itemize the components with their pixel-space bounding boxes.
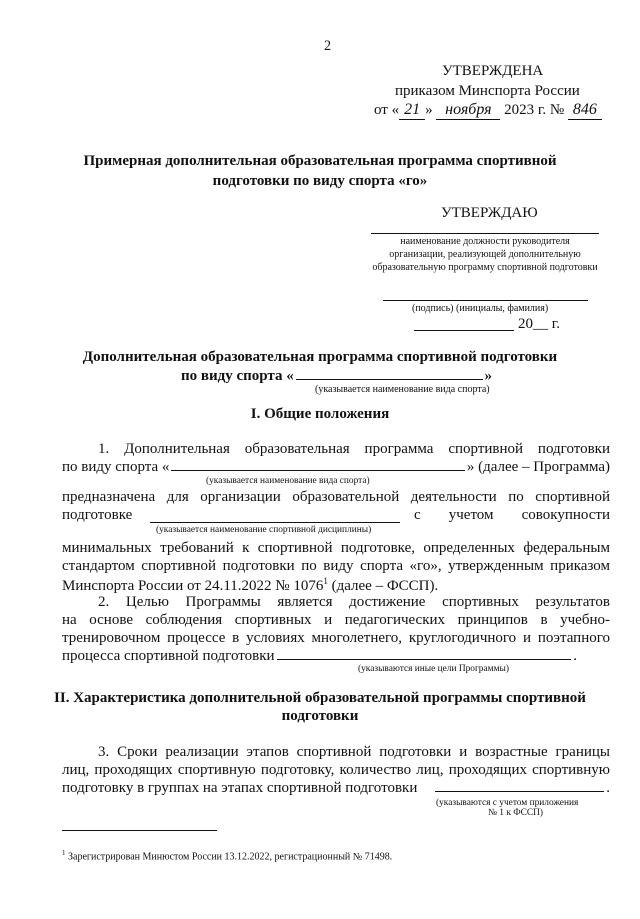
p1-hint2: (указывается наименование спортивной дисциплины) bbox=[156, 525, 372, 535]
approve-label: УТВЕРЖДАЮ bbox=[441, 205, 538, 221]
p2-line4-suffix: . bbox=[573, 648, 577, 664]
p1-sport-blank[interactable] bbox=[171, 470, 464, 471]
p1-line7 bbox=[62, 576, 438, 595]
section2-heading-line1: II. Характеристика дополнительной образовательной программы спортивной bbox=[54, 690, 586, 706]
p1-line7-text: Минспорта России от 24.11.2022 № 1076 bbox=[62, 578, 324, 594]
approve-year: 20__ г. bbox=[518, 316, 560, 332]
approval-title: УТВЕРЖДЕНА bbox=[442, 63, 544, 79]
footnote-marker: 1 bbox=[62, 849, 66, 857]
p3-line1: 3. Сроки реализации этапов спортивной подготовки и возрастные границы bbox=[98, 744, 610, 760]
approve-date-line bbox=[414, 330, 514, 331]
p2-goals-blank[interactable] bbox=[277, 659, 572, 660]
footnote-ref: 1 bbox=[323, 576, 328, 586]
signature-hint: (подпись) (инициалы, фамилия) bbox=[412, 303, 549, 314]
p3-line2: лиц, проходящих спортивную подготовку, количество лиц, проходящих спортивную bbox=[62, 762, 610, 778]
position-hint-2: организации, реализующей дополнительную bbox=[389, 249, 581, 260]
doc-title-line1: Примерная дополнительная образовательная программа спортивной bbox=[83, 153, 557, 169]
program-title-suffix: » bbox=[484, 368, 492, 384]
program-title-hint: (указывается наименование вида спорта) bbox=[315, 384, 490, 395]
year-text: 2023 г. № bbox=[504, 102, 565, 118]
p1-line7-tail: (далее – ФССП). bbox=[327, 578, 439, 594]
handwritten-day: 21 bbox=[399, 101, 425, 120]
p3-line3 bbox=[62, 780, 610, 797]
p2-line3: тренировочном процессе в условиях многолетнего, круглогодичного и поэтапного bbox=[62, 630, 610, 646]
p2-line2: на основе соблюдения спортивных и педагогических принципов в учебно- bbox=[62, 612, 610, 628]
footnote bbox=[62, 849, 392, 862]
p3-hint2: № 1 к ФССП) bbox=[488, 808, 544, 818]
position-hint-3: образовательную программу спортивной подготовки bbox=[372, 262, 598, 273]
p1-discipline-blank[interactable] bbox=[150, 522, 400, 523]
footnote-separator bbox=[62, 830, 217, 831]
date-prefix: от « bbox=[374, 102, 400, 118]
handwritten-number: 846 bbox=[568, 101, 602, 120]
p1-line6: стандартом спортивной подготовки по виду спорта «го», утвержденным приказом bbox=[62, 558, 610, 574]
p2-line4-prefix: процесса спортивной подготовки bbox=[62, 648, 275, 664]
footnote-text: Зарегистрирован Минюстом России 13.12.2022, регистрационный № 71498. bbox=[68, 851, 393, 863]
program-title-line2 bbox=[181, 368, 492, 385]
p1-line4-prefix: подготовке bbox=[62, 507, 133, 523]
p3-groups-blank[interactable] bbox=[435, 791, 604, 792]
p1-hint1: (указывается наименование вида спорта) bbox=[206, 476, 370, 486]
sport-name-blank[interactable] bbox=[296, 379, 483, 380]
p1-line5: минимальных требований к спортивной подготовке, определенных федеральным bbox=[62, 540, 610, 556]
p2-line4 bbox=[62, 648, 577, 665]
approval-order-line: приказом Минспорта России bbox=[395, 83, 580, 99]
p1-line3: предназначена для организации образовательной деятельности по спортивной bbox=[62, 489, 610, 505]
approval-date-line bbox=[374, 101, 602, 120]
position-line bbox=[371, 233, 599, 234]
doc-title-line2: подготовки по виду спорта «го» bbox=[212, 173, 428, 189]
p1-line4-suffix: с учетом совокупности bbox=[414, 507, 610, 523]
p2-line1: 2. Целью Программы является достижение спортивных результатов bbox=[98, 594, 610, 610]
p3-line3-suffix: . bbox=[606, 780, 610, 796]
p1-line2-prefix: по виду спорта « bbox=[62, 459, 170, 475]
p2-hint: (указываются иные цели Программы) bbox=[358, 664, 509, 674]
p1-line2 bbox=[62, 459, 610, 476]
signature-line bbox=[383, 300, 588, 301]
date-mid: » bbox=[425, 102, 433, 118]
section2-heading-line2: подготовки bbox=[281, 708, 359, 724]
p3-line3-prefix: подготовку в группах на этапах спортивной подготовки bbox=[62, 780, 418, 796]
program-title-prefix: по виду спорта « bbox=[181, 368, 294, 384]
p1-line1: 1. Дополнительная образовательная программа спортивной подготовки bbox=[98, 441, 610, 457]
program-title-line1: Дополнительная образовательная программа спортивной подготовки bbox=[82, 349, 558, 365]
p3-hint1: (указываются с учетом приложения bbox=[436, 798, 579, 808]
page-number: 2 bbox=[324, 38, 332, 54]
section1-heading: I. Общие положения bbox=[250, 406, 390, 422]
handwritten-month: ноября bbox=[436, 101, 500, 120]
p1-line2-suffix: » (далее – Программа) bbox=[466, 459, 610, 475]
position-hint-1: наименование должности руководителя bbox=[400, 236, 570, 247]
